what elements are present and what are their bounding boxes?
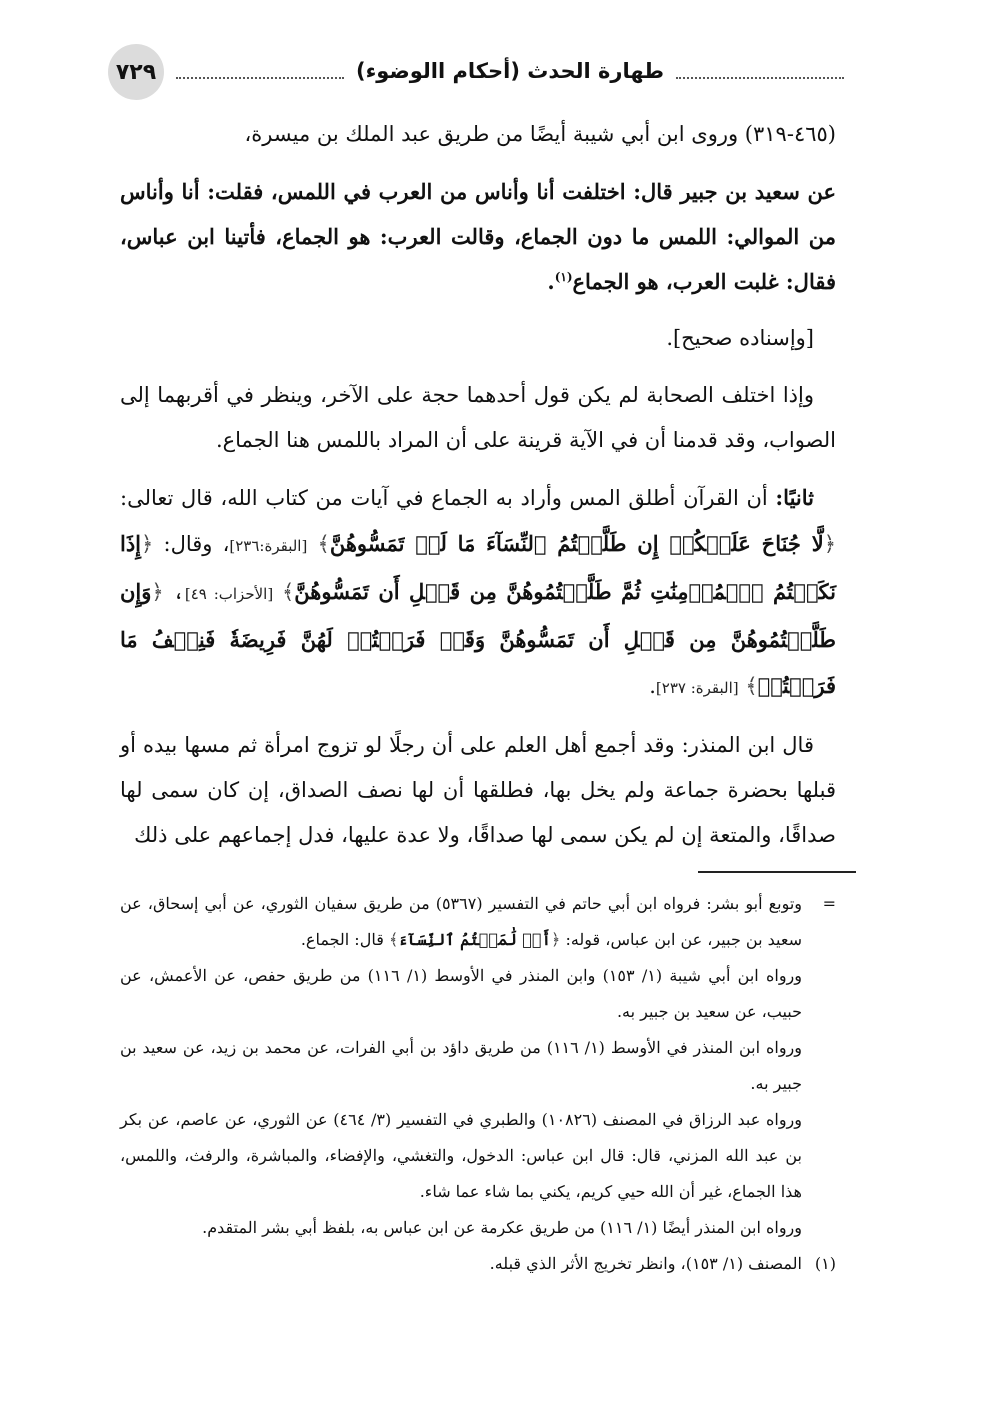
header-dotted-leader-right xyxy=(176,77,344,79)
ornate-bracket-open-icon: ﴿ xyxy=(823,532,837,556)
paragraph-4: وإذا اختلف الصحابة لم يكن قول أحدهما حجة على الآخر، وينظر في أقربهما إلى الصواب، وقد قدمنا أن في الآية قرينة على أن المراد باللمس هنا الجماع. xyxy=(120,383,836,452)
footnote-1 xyxy=(120,1246,836,1282)
footnote-separator xyxy=(698,871,856,873)
footnote-reference-1: (١) xyxy=(554,270,573,284)
main-text xyxy=(120,112,836,870)
footnote-1-text: المصنف (١/ ١٥٣)، وانظر تخريج الأثر الذي قبله. xyxy=(489,1254,802,1273)
footnote-text: وتوبع أبو بشر: فرواه ابن أبي حاتم في التفسير (٥٣٦٧) من طريق سفيان الثوري، عن أبي إسحاق، عن سعيد بن جبير، عن ابن عباس، قوله: xyxy=(120,894,803,949)
footnote-continuation-2: ورواه ابن أبي شيبة (١/ ١٥٣) وابن المنذر في الأوسط (١/ ١١٦) من طريق حفص، عن الأعمش، عن حبيب، عن سعيد بن جبير به. xyxy=(120,966,803,1021)
ornate-bracket-open-icon: ﴿ xyxy=(141,532,154,556)
ornate-bracket-close-icon: ﴾ xyxy=(388,930,399,949)
footnote-continuation-5: ورواه ابن المنذر أيضًا (١/ ١١٦) من طريق عكرمة عن ابن عباس به، بلفظ أبي بشر المتقدم. xyxy=(202,1218,802,1237)
footnotes xyxy=(120,886,836,1282)
paragraph-5 xyxy=(120,475,836,711)
paragraph-5-period: . xyxy=(649,674,656,698)
ornate-bracket-close-icon: ﴾ xyxy=(745,674,758,698)
ornate-bracket-open-icon: ﴿ xyxy=(550,930,561,949)
paragraph-3-isnad: [وإسناده صحيح]. xyxy=(666,326,814,350)
quran-verse-2: إِذَا نَكَحۡتُمُ ٱلۡمُؤۡمِنَٰتِ ثُمَّ طَلَّقۡتُمُوهُنَّ مِن قَبۡلِ أَن تَمَسُّوهُنَّ xyxy=(120,531,836,604)
verse-reference-2: [الأحزاب: ٤٩] xyxy=(184,585,274,603)
header-dotted-leader-left xyxy=(676,77,844,79)
paragraph-5-lead: ثانيًا: xyxy=(775,485,814,510)
quote-text: عن سعيد بن جبير قال: اختلفت أنا وأناس من العرب في اللمس، فقلت: أنا وأناس من الموالي: اللمس ما دون الجماع، وقالت العرب: هو الجماع، فأتينا ابن عباس، فقال: غلبت العرب، هو الجماع xyxy=(120,179,836,294)
paragraph-6: قال ابن المنذر: وقد أجمع أهل العلم على أن رجلًا لو تزوج امرأة ثم مسها بيده أو قبلها بحضرة جماعة ولم يخل بها، فطلقها أن لها نصف الصداق، إن كان سمى لها صداقًا، والمتعة إن لم يكن سمى لها صداقًا، ولا عدة عليها، فدل إجماعهم على ذلك xyxy=(120,733,836,847)
ornate-bracket-open-icon: ﴿ xyxy=(151,580,164,604)
connector-comma: ، xyxy=(163,580,185,604)
continuation-marker: = xyxy=(822,894,836,913)
quote-end: . xyxy=(547,269,555,294)
connector-wa-qal: ، وقال: xyxy=(153,532,230,556)
footnote-quran-verse: أَوۡ لَٰمَسۡتُمُ ٱلنِّسَآءَ xyxy=(398,930,551,949)
ornate-bracket-close-icon: ﴾ xyxy=(281,580,295,604)
footnote-text: قال: الجماع. xyxy=(300,930,389,949)
paragraph-2-quote xyxy=(120,169,836,304)
footnote-continuation-1 xyxy=(120,886,836,958)
quran-verse-3: وَإِن طَلَّقۡتُمُوهُنَّ مِن قَبۡلِ أَن تَمَسُّوهُنَّ وَقَدۡ فَرَضۡتُمۡ لَهُنَّ فَرِيضَةٗ فَنِصۡفُ مَا فَرَضۡتُمۡ xyxy=(120,579,836,698)
verse-reference-1: [البقرة:٢٣٦] xyxy=(229,537,308,555)
footnote-marker-1: (١) xyxy=(814,1254,836,1273)
running-title: طهارة الحدث (أحكام االوضوء) xyxy=(355,59,665,83)
running-header xyxy=(176,54,844,88)
footnote-continuation-3: ورواه ابن المنذر في الأوسط (١/ ١١٦) من طريق داؤد بن أبي الفرات، عن محمد بن زيد، عن سعيد بن جبير به. xyxy=(120,1038,803,1093)
quran-verse-1: لَّا جُنَاحَ عَلَيۡكُمۡ إِن طَلَّقۡتُمُ ٱلنِّسَآءَ مَا لَمۡ تَمَسُّوهُنَّ xyxy=(329,531,824,556)
paragraph-5-text: أن القرآن أطلق المس وأراد به الجماع في آيات من كتاب الله، قال تعالى: xyxy=(120,486,776,510)
page-number: ٧٢٩ xyxy=(108,44,164,100)
ornate-bracket-close-icon: ﴾ xyxy=(317,532,330,556)
verse-reference-3: [البقرة: ٢٣٧] xyxy=(655,679,739,697)
footnote-continuation-4: ورواه عبد الرزاق في المصنف (١٠٨٢٦) والطبري في التفسير (٣/ ٤٦٤) عن الثوري، عن عاصم، عن بكر بن عبد الله المزني، قال: قال ابن عباس: الدخول، والتغشي، والإفضاء، والمباشرة، والرفث، واللمس، هذا الجماع، غير أن الله حيي كريم، يكني بما شاء عما شاء. xyxy=(120,1110,802,1201)
paragraph-1: (٤٦٥-٣١٩) وروى ابن أبي شيبة أيضًا من طريق عبد الملك بن ميسرة، xyxy=(244,122,836,146)
